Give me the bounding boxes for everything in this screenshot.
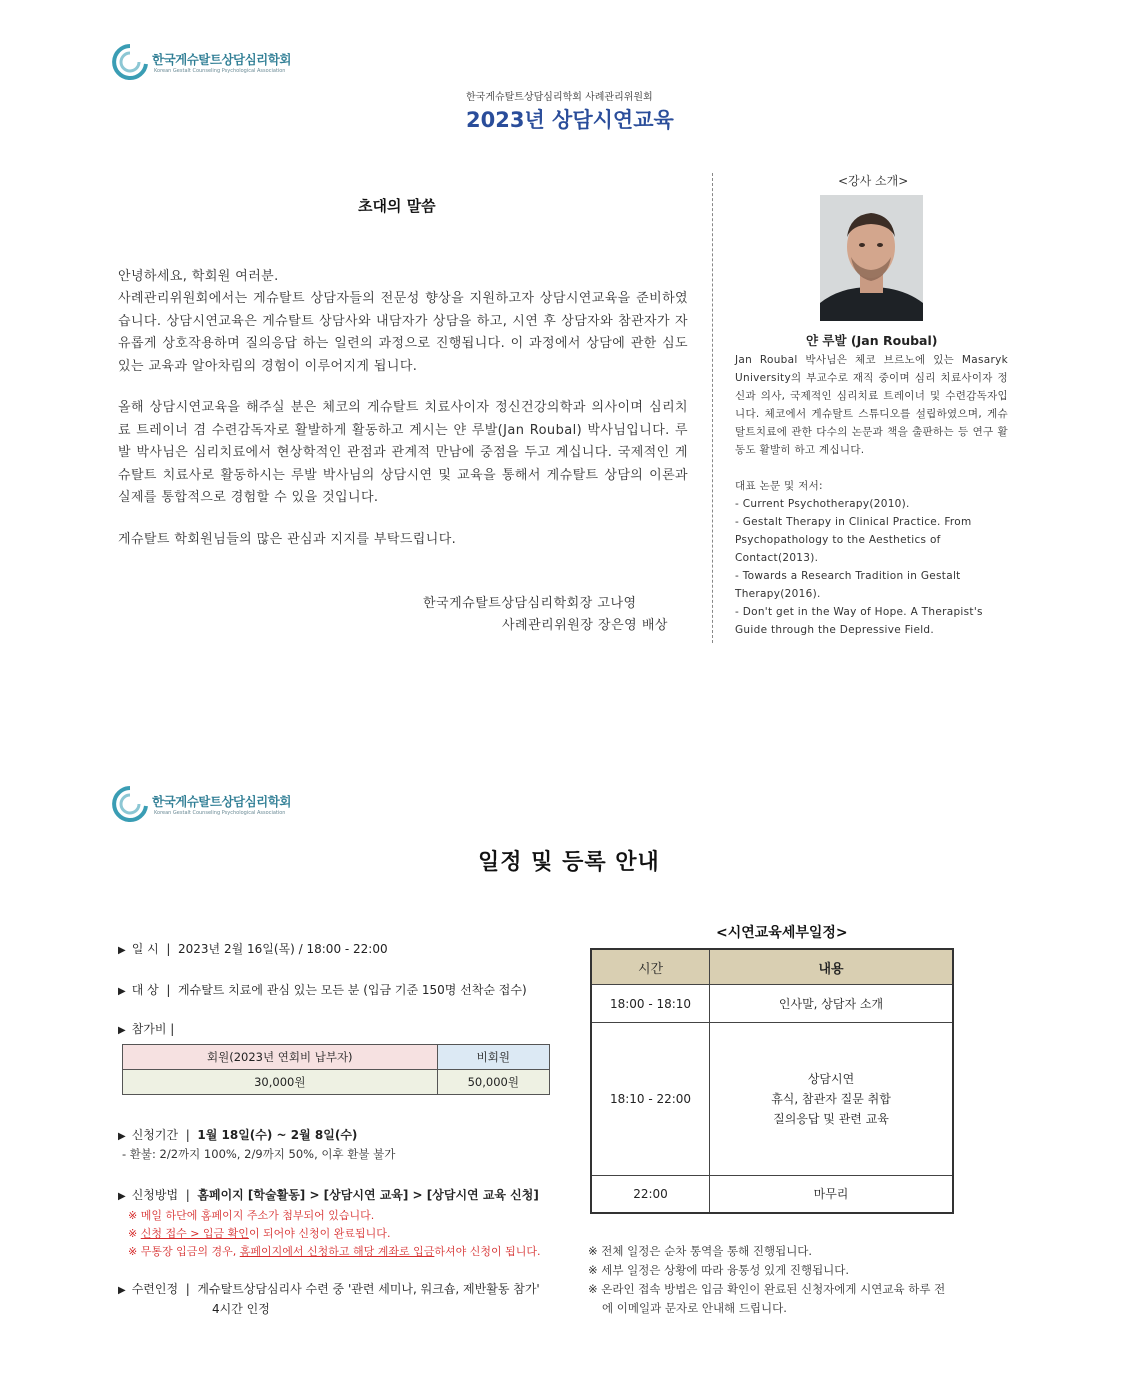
logo-name: 한국게슈탈트상담심리학회 xyxy=(152,794,291,809)
logo-subtitle: Korean Gestalt Counseling Psychological Association xyxy=(154,810,286,816)
instructor-portrait-image xyxy=(820,195,923,321)
col-header-time: 시간 xyxy=(591,949,710,985)
organizer-line: 한국게슈탈트상담심리학회 사례관리위원회 xyxy=(466,92,653,103)
welcome-title: 초대의 말씀 xyxy=(358,197,436,215)
note-item: ※ 온라인 접속 방법은 입금 확인이 완료된 신청자에게 시연교육 하루 전 xyxy=(588,1282,946,1296)
cert-hours: 4시간 인정 xyxy=(212,1302,270,1316)
works-item: - Gestalt Therapy in Clinical Practice. From Psychopathology to the Aesthetics of Contact(2013). xyxy=(735,516,972,564)
date-value: 2023년 2월 16일(목) / 18:00 - 22:00 xyxy=(178,942,388,956)
welcome-paragraph-2: 올해 상담시연교육을 해주실 분은 체코의 게슈탈트 치료사이자 정신건강의학과 의사이며 심리치료 트레이너 겸 수련감독자로 활발하게 활동하고 계시는 얀 루발(Jan Roubal) 박사님입니다. 루발 박사님은 심리치료에서 현상학적인 관점과 관계적 만남에 중점을 두고 계십니다. 국제적인 게슈탈트 치료사로 활동하시는 루발 박사님의 상담시연 및 교육을 통해서 게슈탈트 상담의 이론과 실제를 통합적으로 경험할 수 있을 것입니다. xyxy=(118,400,688,505)
instructor-bio: Jan Roubal 박사님은 체코 브르노에 있는 Masaryk University의 부교수로 재직 중이며 심리 치료사이자 정신과 의사, 국제적인 심리치료 트레이너 및 수련감독자입니다. 체코에서 게슈탈트 스튜디오를 설립하였으며, 게슈탈트치료에 관한 다수의 논문과 책을 출판하는 등 연구 활동도 활발히 하고 계십니다. xyxy=(735,354,1008,456)
works-item: - Don't get in the Way of Hope. A Therapist's Guide through the Depressive Field. xyxy=(735,606,983,636)
row-time: 18:10 - 22:00 xyxy=(591,1023,710,1176)
works-title: 대표 논문 및 저서: xyxy=(735,480,823,492)
table-row xyxy=(591,985,953,1023)
cert-value: 게슈탈트상담심리사 수련 중 '관련 세미나, 워크숍, 제반활동 참가' xyxy=(197,1282,540,1296)
cert-label: 수련인정 xyxy=(131,1282,179,1296)
period-label: 신청기간 xyxy=(131,1128,179,1142)
schedule-title: 일정 및 등록 안내 xyxy=(478,850,660,875)
note-item: ※ 전체 일정은 순차 통역을 통해 진행됩니다. xyxy=(588,1244,813,1258)
fee-value-member: 30,000원 xyxy=(123,1070,438,1095)
works-item: - Current Psychotherapy(2010). xyxy=(735,498,910,510)
instructor-photo xyxy=(820,195,923,321)
society-logo-mark xyxy=(108,782,152,826)
detail-schedule-title: <시연교육세부일정> xyxy=(716,925,848,941)
welcome-greeting: 안녕하세요, 학회원 여러분. xyxy=(118,269,279,284)
target-label: 대 상 xyxy=(131,983,159,997)
table-row xyxy=(591,1023,953,1176)
works-item: - Towards a Research Tradition in Gestalt Therapy(2016). xyxy=(735,570,961,600)
logo-name: 한국게슈탈트상담심리학회 xyxy=(152,52,291,67)
refund-policy: - 환불: 2/2까지 100%, 2/9까지 50%, 이후 환불 불가 xyxy=(122,1147,396,1161)
row-content: 상담시연 휴식, 참관자 질문 취합 질의응답 및 관련 교육 xyxy=(710,1023,954,1176)
welcome-paragraph-3: 게슈탈트 학회원님들의 많은 관심과 지지를 부탁드립니다. xyxy=(118,532,457,547)
target-row: ▶ 대 상 | 게슈탈트 치료에 관심 있는 모든 분 (입금 기준 150명 선착순 접수) xyxy=(118,983,527,997)
fee-header-member: 회원(2023년 연회비 납부자) xyxy=(123,1045,438,1070)
row-time: 22:00 xyxy=(591,1176,710,1213)
note-item: ※ 세부 일정은 상황에 따라 융통성 있게 진행됩니다. xyxy=(588,1263,850,1277)
method-note-1: ※ 메일 하단에 홈페이지 주소가 첨부되어 있습니다. xyxy=(128,1209,375,1222)
method-value: 홈페이지 [학술활동] > [상담시연 교육] > [상담시연 교육 신청] xyxy=(197,1188,539,1202)
fee-header-nonmember: 비회원 xyxy=(437,1045,549,1070)
col-header-content: 내용 xyxy=(710,949,954,985)
period-row: ▶ 신청기간 | 1월 18일(수) ~ 2월 8일(수) xyxy=(118,1128,358,1142)
note-item: 에 이메일과 문자로 안내해 드립니다. xyxy=(602,1301,787,1315)
date-label: 일 시 xyxy=(131,942,159,956)
row-time: 18:00 - 18:10 xyxy=(591,985,710,1023)
certification-row: ▶ 수련인정 | 게슈탈트상담심리사 수련 중 '관련 세미나, 워크숍, 제반활동 참가' xyxy=(118,1282,540,1296)
detail-schedule-table xyxy=(590,948,954,1214)
society-logo-mark xyxy=(108,40,152,84)
row-content: 인사말, 상담자 소개 xyxy=(710,985,954,1023)
page-title: 2023년 상담시연교육 xyxy=(466,108,674,132)
welcome-paragraph-1: 사례관리위원회에서는 게슈탈트 상담자들의 전문성 향상을 지원하고자 상담시연교육을 준비하였습니다. 상담시연교육은 게슈탈트 상담사와 내담자가 상담을 하고, 시연 후 상담자와 참관자가 자유롭게 상호작용하며 질의응답 하는 일련의 과정으로 진행됩니다. 이 과정에서 상담에 관한 심도 있는 교육과 알아차림의 경험이 이루어지게 됩니다. xyxy=(118,291,688,374)
instructor-name: 얀 루발 (Jan Roubal) xyxy=(806,333,938,348)
signature-president: 한국게슈탈트상담심리학회장 고나영 xyxy=(423,596,637,611)
date-row: ▶ 일 시 | 2023년 2월 16일(목) / 18:00 - 22:00 xyxy=(118,942,388,956)
instructor-works xyxy=(735,477,1008,639)
target-value: 게슈탈트 치료에 관심 있는 모든 분 (입금 기준 150명 선착순 접수) xyxy=(178,983,527,997)
detail-notes xyxy=(588,1242,978,1318)
method-note-3: ※ 무통장 입금의 경우, 홈페이지에서 신청하고 해당 계좌로 입금하셔야 신청이 됩니다. xyxy=(128,1245,541,1258)
table-row xyxy=(591,1176,953,1213)
fee-value-nonmember: 50,000원 xyxy=(437,1070,549,1095)
method-note-2: ※ 신청 접수 > 입금 확인이 되어야 신청이 완료됩니다. xyxy=(128,1227,391,1240)
period-value: 1월 18일(수) ~ 2월 8일(수) xyxy=(197,1128,358,1142)
method-row: ▶ 신청방법 | 홈페이지 [학술활동] > [상담시연 교육] > [상담시연 교육 신청] xyxy=(118,1188,539,1202)
instructor-heading: <강사 소개> xyxy=(838,174,909,188)
row-content: 마무리 xyxy=(710,1176,954,1213)
fee-row: ▶ 참가비 | xyxy=(118,1022,175,1036)
signature-committee-chair: 사례관리위원장 장은영 배상 xyxy=(502,618,668,633)
fee-table xyxy=(122,1044,550,1095)
column-divider xyxy=(712,173,713,643)
fee-label: 참가비 xyxy=(131,1022,167,1036)
logo-subtitle: Korean Gestalt Counseling Psychological Association xyxy=(154,68,286,74)
method-label: 신청방법 xyxy=(131,1188,179,1202)
